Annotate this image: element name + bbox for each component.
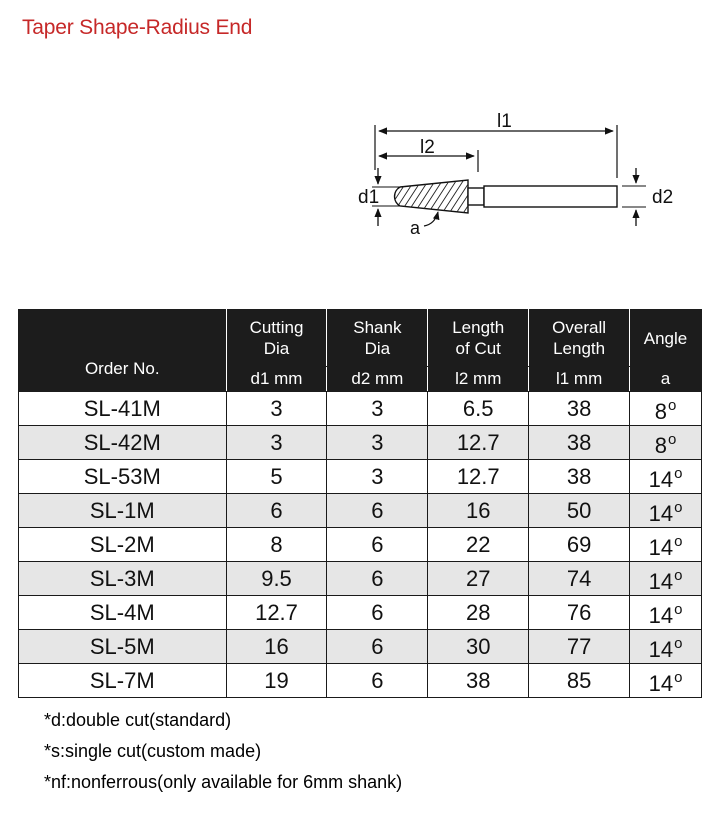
table-header-row: [19, 310, 702, 367]
cell-d2: 6: [327, 494, 428, 528]
header-shank-dia: Shank Dia: [327, 310, 428, 367]
cell-order: SL-4M: [19, 596, 227, 630]
angle-value: 14: [648, 467, 674, 492]
label-d2: d2: [652, 187, 674, 208]
degree-symbol: o: [674, 499, 683, 516]
cell-l1: 69: [529, 528, 630, 562]
cell-l2: 12.7: [428, 460, 529, 494]
angle-value: 14: [648, 535, 674, 560]
footnote-double-cut: *d:double cut(standard): [44, 710, 232, 730]
cell-d1: 19: [226, 664, 327, 698]
header-order-no: Order No.: [19, 310, 227, 392]
table-row: [19, 392, 702, 426]
cell-order: SL-7M: [19, 664, 227, 698]
header-length-of-cut: Length of Cut: [428, 310, 529, 367]
unit-l2: l2 mm: [428, 367, 529, 392]
cell-order: SL-41M: [19, 392, 227, 426]
footnote-nonferrous: *nf:nonferrous(only available for 6mm shank): [44, 772, 403, 792]
angle-value: 14: [648, 671, 674, 696]
cell-l2: 38: [428, 664, 529, 698]
cell-l1: 38: [529, 392, 630, 426]
angle-value: 14: [648, 501, 674, 526]
page-title: Taper Shape-Radius End: [22, 16, 253, 39]
label-d1: d1: [358, 187, 380, 208]
cell-angle: [630, 494, 702, 528]
table-row: [19, 460, 702, 494]
table-row: [19, 664, 702, 698]
header-overall-length: Overall Length: [529, 310, 630, 367]
angle-value: 14: [648, 569, 674, 594]
cell-order: SL-1M: [19, 494, 227, 528]
table-row: [19, 562, 702, 596]
cell-order: SL-5M: [19, 630, 227, 664]
cell-d1: 16: [226, 630, 327, 664]
cell-d1: 12.7: [226, 596, 327, 630]
cell-d1: 3: [226, 426, 327, 460]
cell-angle: [630, 392, 702, 426]
degree-symbol: o: [667, 431, 677, 448]
cell-angle: [630, 596, 702, 630]
table-row: [19, 596, 702, 630]
cell-l2: 30: [428, 630, 529, 664]
cell-angle: [630, 528, 702, 562]
table-body: [19, 392, 702, 698]
label-l1: l1: [497, 111, 512, 132]
cell-d2: 6: [327, 562, 428, 596]
cell-angle: [630, 630, 702, 664]
cell-l1: 74: [529, 562, 630, 596]
header-angle: Angle: [630, 310, 702, 367]
cell-order: SL-3M: [19, 562, 227, 596]
cell-l2: 28: [428, 596, 529, 630]
table-row: [19, 528, 702, 562]
burr-shank: [484, 186, 617, 207]
cell-d2: 6: [327, 630, 428, 664]
cell-d1: 9.5: [226, 562, 327, 596]
cell-d2: 3: [327, 460, 428, 494]
degree-symbol: o: [667, 397, 677, 414]
cell-l1: 85: [529, 664, 630, 698]
cell-angle: [630, 562, 702, 596]
degree-symbol: o: [674, 533, 683, 550]
unit-l1: l1 mm: [529, 367, 630, 392]
table-row: [19, 426, 702, 460]
label-l2: l2: [420, 137, 435, 158]
burr-dimension-diagram: [0, 0, 726, 300]
cell-l2: 16: [428, 494, 529, 528]
cell-l1: 50: [529, 494, 630, 528]
degree-symbol: o: [674, 669, 683, 686]
footnote-single-cut: *s:single cut(custom made): [44, 741, 262, 761]
unit-d1: d1 mm: [226, 367, 327, 392]
cell-d1: 6: [226, 494, 327, 528]
cell-l2: 27: [428, 562, 529, 596]
table-row: [19, 494, 702, 528]
cell-angle: [630, 426, 702, 460]
unit-d2: d2 mm: [327, 367, 428, 392]
cell-l2: 12.7: [428, 426, 529, 460]
angle-arrow: [424, 212, 438, 226]
header-cutting-dia: Cutting Dia: [226, 310, 327, 367]
label-angle: a: [410, 218, 421, 238]
cell-d1: 3: [226, 392, 327, 426]
table-row: [19, 630, 702, 664]
cell-order: SL-53M: [19, 460, 227, 494]
unit-angle: a: [630, 367, 702, 392]
degree-symbol: o: [674, 601, 683, 618]
cell-d2: 6: [327, 596, 428, 630]
cell-d2: 3: [327, 426, 428, 460]
cell-d2: 6: [327, 664, 428, 698]
cell-d2: 6: [327, 528, 428, 562]
angle-value: 14: [648, 603, 674, 628]
cell-order: SL-2M: [19, 528, 227, 562]
spec-table: [18, 309, 702, 698]
cell-l2: 22: [428, 528, 529, 562]
footnotes: [44, 708, 402, 801]
angle-value: 14: [648, 637, 674, 662]
cell-l1: 76: [529, 596, 630, 630]
cell-l1: 38: [529, 460, 630, 494]
cell-d1: 5: [226, 460, 327, 494]
cell-l2: 6.5: [428, 392, 529, 426]
cell-order: SL-42M: [19, 426, 227, 460]
degree-symbol: o: [674, 567, 683, 584]
cell-l1: 38: [529, 426, 630, 460]
angle-value: 8: [654, 399, 667, 424]
degree-symbol: o: [674, 465, 683, 482]
cell-l1: 77: [529, 630, 630, 664]
degree-symbol: o: [674, 635, 683, 652]
cell-d2: 3: [327, 392, 428, 426]
cell-angle: [630, 664, 702, 698]
cell-angle: [630, 460, 702, 494]
cell-d1: 8: [226, 528, 327, 562]
angle-value: 8: [654, 433, 667, 458]
burr-neck: [468, 188, 484, 205]
